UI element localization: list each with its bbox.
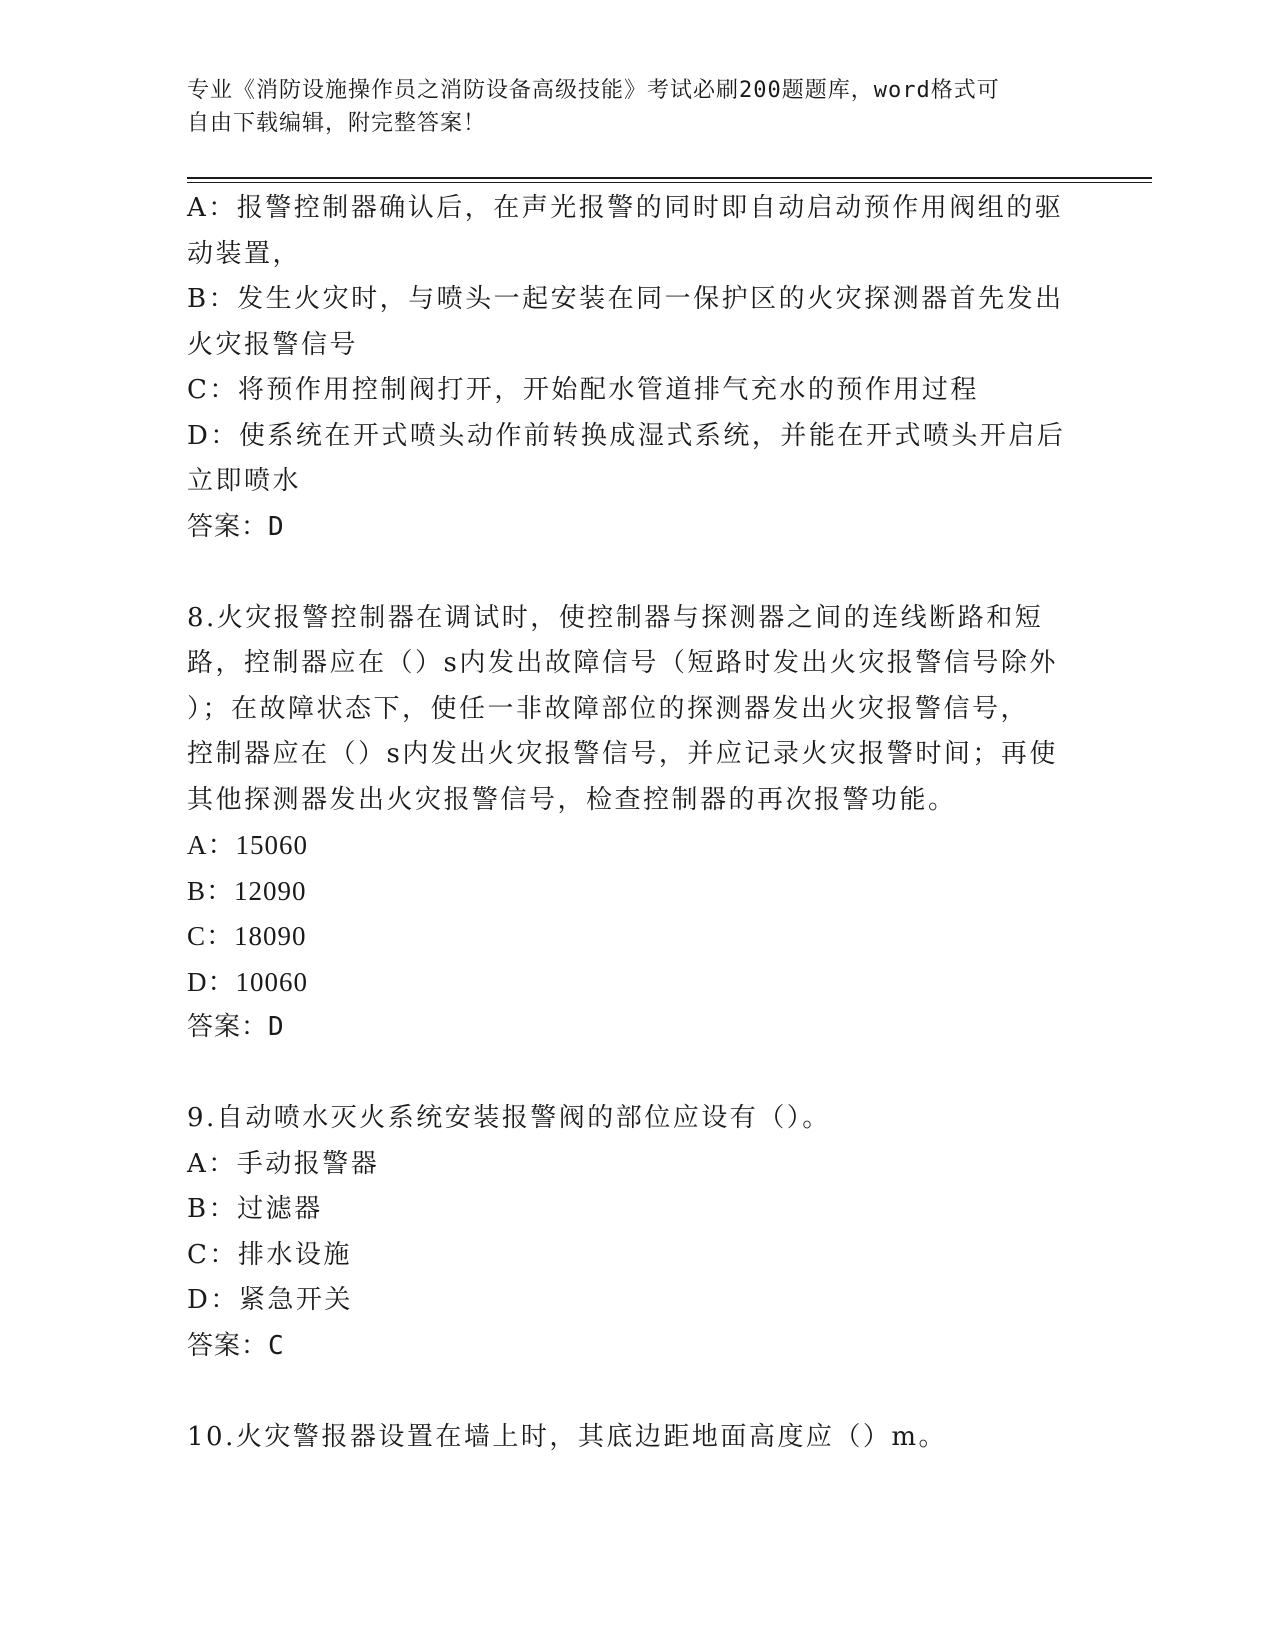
question-spacer: [187, 550, 1087, 596]
q8-option-c: C：18090: [187, 921, 307, 951]
q8-stem-line-3: ）；在故障状态下，使任一非故障部位的探测器发出火灾报警信号，: [187, 693, 1030, 724]
q7-option-a-line-1: A：报警控制器确认后，在声光报警的同时即自动启动预作用阀组的驱: [187, 193, 1064, 223]
q7-answer: 答案：D: [187, 511, 285, 542]
q7-option-a-line-2: 动装置，: [187, 238, 302, 269]
header-rule-thick: [187, 177, 1152, 179]
q9-option-d: D：紧急开关: [187, 1285, 353, 1315]
q9-stem: 9.自动喷水灭火系统安装报警阀的部位应设有（）。: [187, 1103, 831, 1133]
header-line-2: 自由下载编辑，附完整答案！: [187, 111, 487, 136]
q8-option-a: A：15060: [187, 830, 308, 860]
q7-option-b-line-1: B：发生火灾时，与喷头一起安装在同一保护区的火灾探测器首先发出: [187, 284, 1064, 314]
header-rule-thin: [187, 182, 1152, 183]
q10-stem: 10.火灾警报器设置在墙上时，其底边距地面高度应（）m。: [187, 1421, 948, 1452]
q7-option-d-line-2: 立即喷水: [187, 466, 302, 496]
q9-option-c: C：排水设施: [187, 1239, 352, 1270]
q7-option-c: C：将预作用控制阀打开，开始配水管道排气充水的预作用过程: [187, 375, 979, 405]
question-7: [187, 186, 1087, 550]
question-8: [187, 596, 1087, 1051]
q8-answer: 答案：D: [187, 1012, 285, 1042]
q9-option-a: A：手动报警器: [187, 1148, 380, 1179]
q8-stem-line-5: 其他探测器发出火灾报警信号，检查控制器的再次报警功能。: [187, 784, 957, 815]
q8-stem-line-2: 路，控制器应在（）s内发出故障信号（短路时发出火灾报警信号除外: [187, 648, 1058, 678]
q7-option-b-line-2: 火灾报警信号: [187, 329, 359, 360]
q9-answer: 答案：C: [187, 1330, 285, 1361]
header-line-1: 专业《消防设施操作员之消防设备高级技能》考试必刷200题题库，word格式可: [187, 78, 1000, 103]
q7-option-d-line-1: D：使系统在开式喷头动作前转换成湿式系统，并能在开式喷头开启后: [187, 420, 1066, 451]
q8-stem-line-4: 控制器应在（）s内发出火灾报警信号，并应记录火灾报警时间；再使: [187, 739, 1058, 769]
question-spacer: [187, 1369, 1087, 1415]
question-list: [187, 186, 1087, 1460]
q8-option-d: D：10060: [187, 966, 308, 997]
q8-stem-line-1: 8.火灾报警控制器在调试时，使控制器与探测器之间的连线断路和短: [187, 602, 1044, 633]
question-spacer: [187, 1051, 1087, 1097]
question-10: [187, 1415, 1087, 1461]
question-9: [187, 1096, 1087, 1369]
q9-option-b: B：过滤器: [187, 1194, 323, 1224]
document-header: [187, 74, 1067, 140]
q8-option-b: B：12090: [187, 875, 307, 906]
